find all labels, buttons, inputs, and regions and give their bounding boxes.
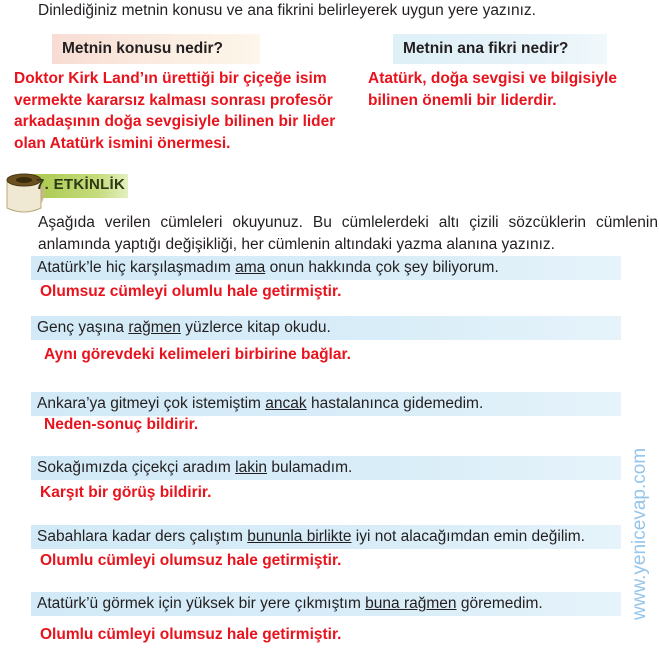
underlined-word: lakin (235, 459, 268, 476)
question-topic-box: Metnin konusu nedir? (52, 34, 260, 64)
watermark-text: www.yenicevap.com (629, 447, 650, 620)
answer-3: Neden-sonuç bildirir. (44, 416, 199, 433)
activity-title: 7. ETKİNLİK (36, 176, 126, 193)
sentence-5: Sabahlara kadar ders çalıştım bununla birlikte iyi not alacağımdan emin değilim. (31, 525, 621, 549)
underlined-word: buna rağmen (365, 595, 457, 612)
answer-6: Olumlu cümleyi olumsuz hale getirmiştir. (40, 626, 342, 643)
activity-intro: Aşağıda verilen cümleleri okuyunuz. Bu cümlelerdeki altı çizili sözcüklerin cümlenin anlamında yaptığı değişikliği, her cümlenin altındaki yazma alanına yazınız. (38, 214, 658, 253)
answer-topic: Doktor Kirk Land’ın ürettiği bir çiçeğe isim vermekte kararsız kalması sonrası profesör arkadaşının doğa sevgisiyle bilinen bir lider olan Atatürk ismini önermesi. (14, 70, 336, 152)
answer-1: Olumsuz cümleyi olumlu hale getirmiştir. (40, 283, 342, 300)
watermark (625, 330, 653, 630)
underlined-word: bununla birlikte (247, 528, 352, 545)
answer-5: Olumlu cümleyi olumsuz hale getirmiştir. (40, 552, 342, 569)
sentence-2: Genç yaşına rağmen yüzlerce kitap okudu. (31, 316, 621, 340)
underlined-word: rağmen (128, 319, 181, 336)
answer-main-idea: Atatürk, doğa sevgisi ve bilgisiyle bilinen önemli bir liderdir. (368, 70, 617, 109)
instruction-text: Dinlediğiniz metnin konusu ve ana fikrini belirleyerek uygun yere yazınız. (38, 2, 536, 19)
underlined-word: ama (235, 259, 266, 276)
sentence-1: Atatürk’le hiç karşılaşmadım ama onun hakkında çok şey biliyorum. (31, 256, 621, 280)
answer-2: Aynı görevdeki kelimeleri birbirine bağlar. (44, 346, 351, 363)
underlined-word: ancak (265, 395, 307, 412)
question-main-idea-box: Metnin ana fikri nedir? (393, 34, 607, 64)
sentence-6: Atatürk’ü görmek için yüksek bir yere çıkmıştım buna rağmen göremedim. (31, 592, 621, 616)
sentence-4: Sokağımızda çiçekçi aradım lakin bulamadım. (31, 456, 621, 480)
sentence-3: Ankara’ya gitmeyi çok istemiştim ancak hastalanınca gidemedim. (31, 392, 621, 416)
answer-4: Karşıt bir görüş bildirir. (40, 484, 212, 501)
